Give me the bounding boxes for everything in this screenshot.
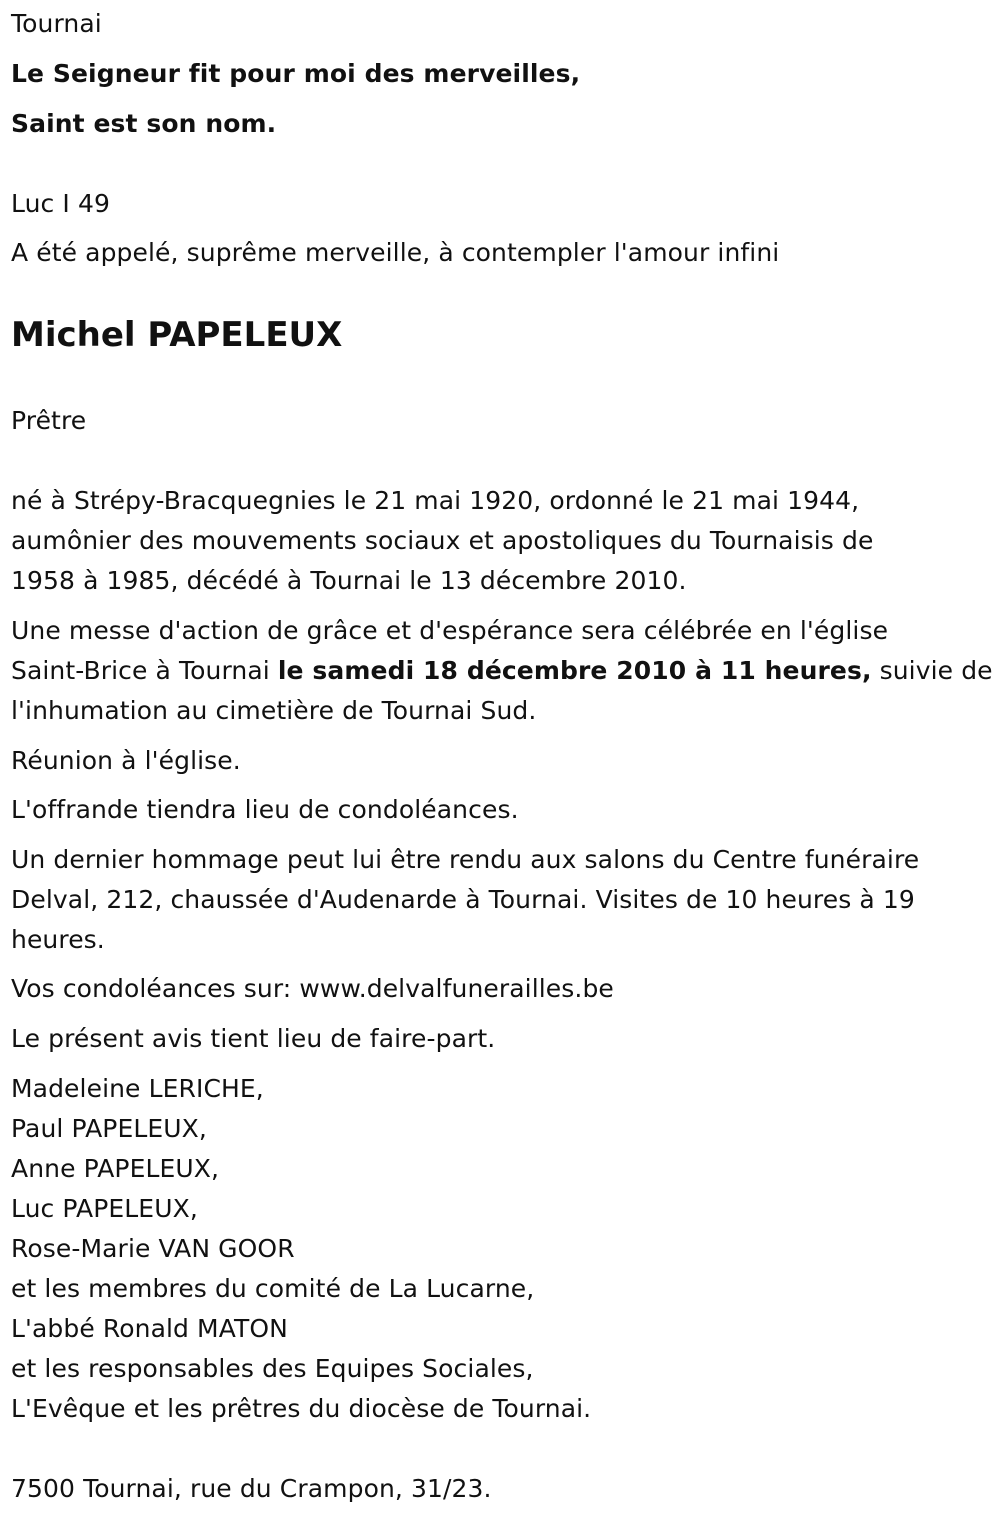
tribute-line: heures. [11, 925, 105, 954]
intro-text: A été appelé, suprême merveille, à contempler l'amour infini [11, 238, 780, 267]
city-heading: Tournai [11, 9, 102, 38]
offering-text: L'offrande tiendra lieu de condoléances. [11, 795, 519, 824]
notice-text: Le présent avis tient lieu de faire-part. [11, 1024, 496, 1053]
mass-location: Saint-Brice à Tournai [11, 656, 278, 685]
address-text: 7500 Tournai, rue du Crampon, 31/23. [11, 1474, 492, 1503]
family-member: Rose-Marie VAN GOOR [11, 1234, 295, 1263]
deceased-name: Michel PAPELEUX [11, 315, 343, 355]
bio-line: né à Strépy-Bracquegnies le 21 mai 1920, ordonné le 21 mai 1944, [11, 486, 860, 515]
family-member: Anne PAPELEUX, [11, 1154, 220, 1183]
tribute-line: Un dernier hommage peut lui être rendu aux salons du Centre funéraire [11, 845, 920, 874]
mass-line: l'inhumation au cimetière de Tournai Sud. [11, 696, 537, 725]
condolences-text: Vos condoléances sur: www.delvalfunerailles.be [11, 974, 614, 1003]
verse-line-2: Saint est son nom. [11, 109, 277, 138]
mass-line: Une messe d'action de grâce et d'espérance sera célébrée en l'église [11, 616, 889, 645]
meeting-text: Réunion à l'église. [11, 746, 241, 775]
family-member: et les membres du comité de La Lucarne, [11, 1274, 535, 1303]
family-member: Luc PAPELEUX, [11, 1194, 198, 1223]
bio-line: aumônier des mouvements sociaux et apostoliques du Tournaisis de [11, 526, 874, 555]
family-member: L'Evêque et les prêtres du diocèse de Tournai. [11, 1394, 592, 1423]
verse-reference: Luc I 49 [11, 189, 110, 218]
mass-line [11, 651, 993, 691]
verse-line-1: Le Seigneur fit pour moi des merveilles, [11, 59, 581, 88]
tribute-line: Delval, 212, chaussée d'Audenarde à Tournai. Visites de 10 heures à 19 [11, 885, 915, 914]
bio-line: 1958 à 1985, décédé à Tournai le 13 décembre 2010. [11, 566, 687, 595]
family-member: Paul PAPELEUX, [11, 1114, 207, 1143]
family-member: et les responsables des Equipes Sociales, [11, 1354, 534, 1383]
mass-date: le samedi 18 décembre 2010 à 11 heures, [277, 656, 872, 685]
family-member: Madeleine LERICHE, [11, 1074, 264, 1103]
mass-continuation: suivie de [871, 656, 993, 685]
family-member: L'abbé Ronald MATON [11, 1314, 288, 1343]
deceased-title: Prêtre [11, 406, 87, 435]
